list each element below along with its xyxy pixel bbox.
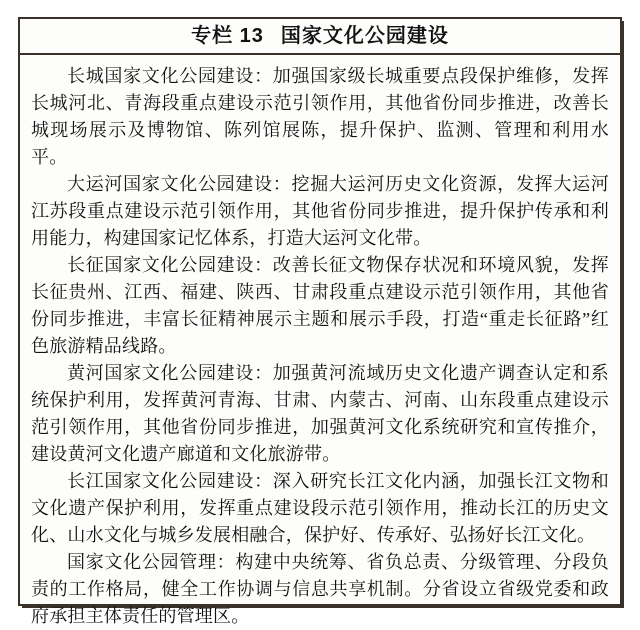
panel-body (20, 55, 620, 630)
paragraph-long-march: 长征国家文化公园建设：改善长征文物保存状况和环境风貌，发挥长征贵州、江西、福建、陕西、甘肃段重点建设示范引领作用，其他省份同步推进，丰富长征精神展示主题和展示手段，打造“重走长征路”红色旅游精品线路。 (31, 255, 609, 356)
paragraph-grand-canal: 大运河国家文化公园建设：挖掘大运河历史文化资源，发挥大运河江苏段重点建设示范引领作用，其他省份同步推进，提升保护传承和利用能力，构建国家记忆体系，打造大运河文化带。 (31, 174, 609, 248)
column-title: 国家文化公园建设 (280, 25, 449, 47)
column-label: 专栏 13 (191, 25, 264, 47)
paragraph-management: 国家文化公园管理：构建中央统筹、省负总责、分级管理、分段负责的工作格局，健全工作协调与信息共享机制。分省设立省级党委和政府承担主体责任的管理区。 (31, 552, 609, 626)
panel-title-bar (20, 19, 620, 55)
paragraph-yellow-river: 黄河国家文化公园建设：加强黄河流域历史文化遗产调查认定和系统保护利用，发挥黄河青海、甘肃、内蒙古、河南、山东段重点建设示范引领作用，其他省份同步推进，加强黄河文化系统研究和宣传推介，建设黄河文化遗产廊道和文化旅游带。 (31, 363, 609, 464)
paragraph-yangtze-river: 长江国家文化公园建设：深入研究长江文化内涵，加强长江文物和文化遗产保护利用，发挥重点建设段示范引领作用，推动长江的历史文化、山水文化与城乡发展相融合，保护好、传承好、弘扬好长江文化。 (31, 471, 609, 545)
column-box (18, 17, 622, 626)
paragraph-great-wall: 长城国家文化公园建设：加强国家级长城重要点段保护维修，发挥长城河北、青海段重点建设示范引领作用，其他省份同步推进，改善长城现场展示及博物馆、陈列馆展陈，提升保护、监测、管理和利用水平。 (31, 66, 609, 167)
